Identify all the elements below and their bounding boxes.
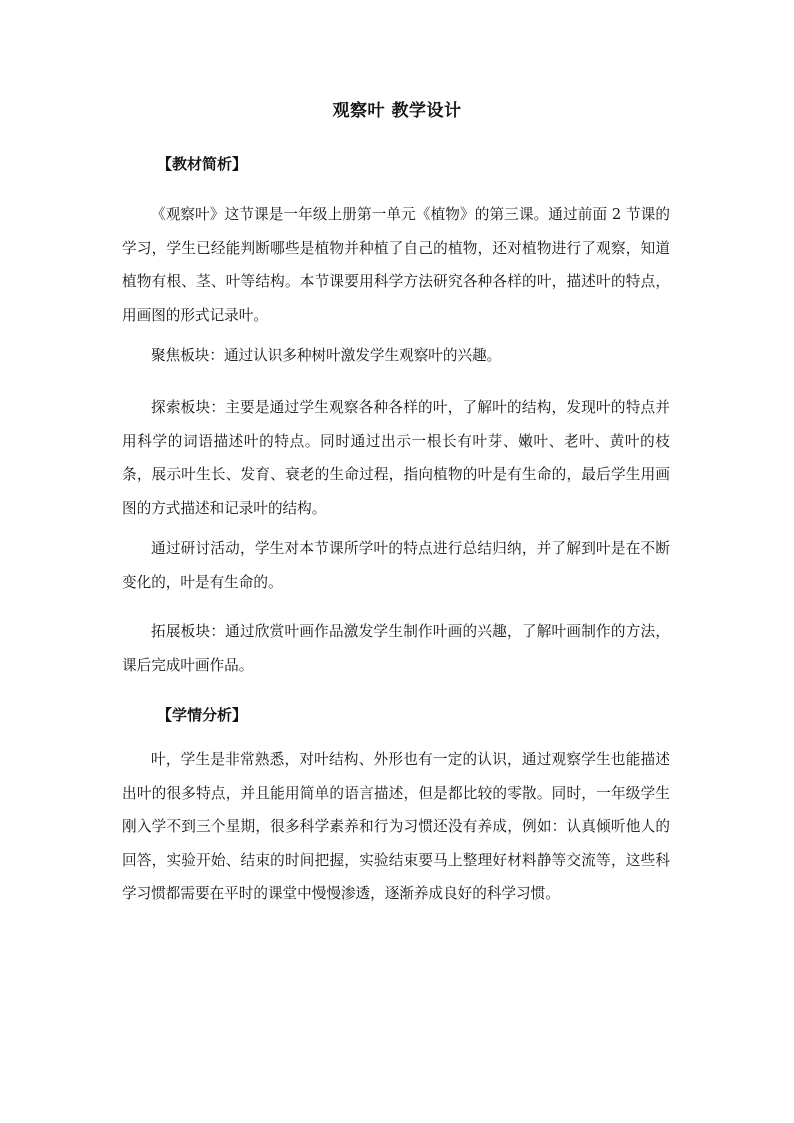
paragraph-focus-block: 聚焦板块：通过认识多种树叶激发学生观察叶的兴趣。 [151, 347, 502, 364]
document-title: 观察叶 教学设计 [332, 101, 462, 121]
paragraph-extension-block: 拓展板块：通过欣赏叶画作品激发学生制作叶画的兴趣，了解叶画制作的方法，课后完成叶画作品。 [122, 623, 670, 674]
paragraph-discussion: 通过研讨活动，学生对本节课所学叶的特点进行总结归纳，并了解到叶是在不断变化的，叶是有生命的。 [122, 540, 670, 591]
section-heading-student-analysis: 【学情分析】 [157, 706, 248, 724]
paragraph-explore-block: 探索板块：主要是通过学生观察各种各样的叶，了解叶的结构，发现叶的特点并用科学的词语描述叶的特点。同时通过出示一根长有叶芽、嫩叶、老叶、黄叶的枝条，展示叶生长、发育、衰老的生命过程，指向植物的叶是有生命的，最后学生用画图的方式描述和记录叶的结构。 [122, 399, 670, 517]
paragraph-lesson-overview: 《观察叶》这节课是一年级上册第一单元《植物》的第三课。通过前面 2 节课的学习，学生已经能判断哪些是植物并种植了自己的植物，还对植物进行了观察，知道植物有根、茎、叶等结构。本节课要用科学方法研究各种各样的叶，描述叶的特点，用画图的形式记录叶。 [122, 206, 670, 324]
paragraph-student-situation: 叶，学生是非常熟悉，对叶结构、外形也有一定的认识，通过观察学生也能描述出叶的很多特点，并且能用简单的语言描述，但是都比较的零散。同时，一年级学生刚入学不到三个星期，很多科学素养和行为习惯还没有养成，例如：认真倾听他人的回答，实验开始、结束的时间把握，实验结束要马上整理好材料静等交流等，这些科学习惯都需要在平时的课堂中慢慢渗透，逐渐养成良好的科学习惯。 [122, 751, 670, 902]
section-heading-textbook-analysis: 【教材简析】 [157, 155, 248, 173]
